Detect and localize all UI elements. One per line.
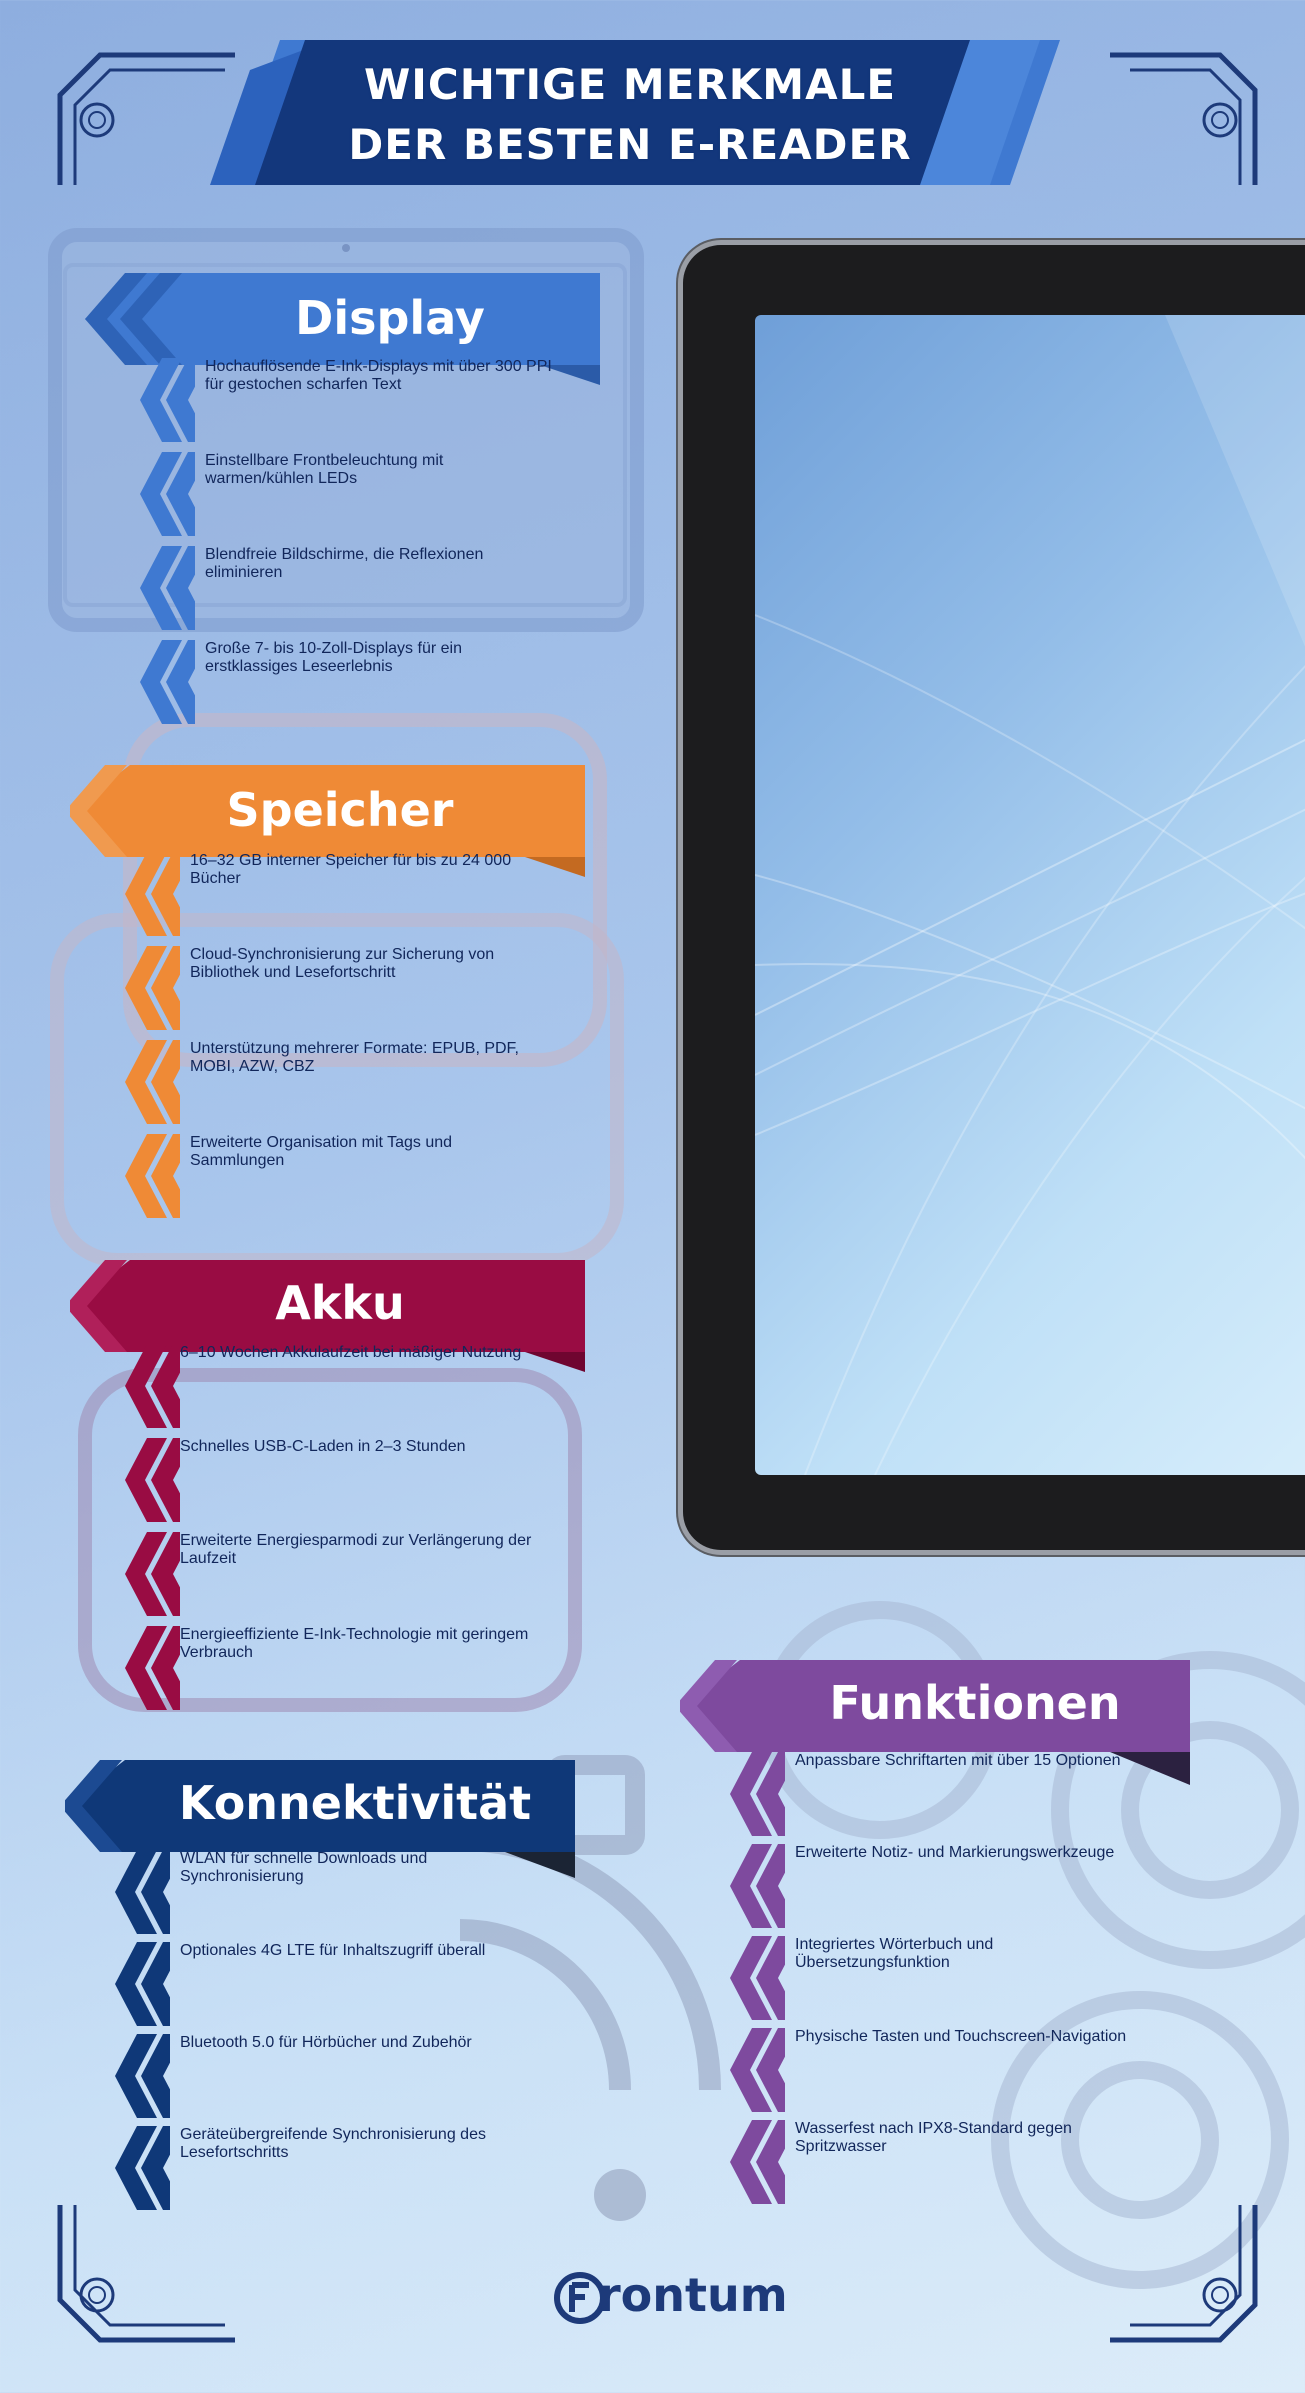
speicher-item-chevron-icon <box>125 946 180 1030</box>
funktionen-feature-item: Anpassbare Schriftarten mit über 15 Optionen <box>795 1752 1121 1769</box>
funktionen-feature-item: Integriertes Wörterbuch und Übersetzungsfunktion <box>795 1936 994 1971</box>
konnektivitaet-item-chevron-icon <box>115 1850 170 1934</box>
speicher-feature-item: 16–32 GB interner Speicher für bis zu 24 000 Bücher <box>190 852 512 887</box>
funktionen-header <box>760 1668 1190 1758</box>
display-item-chevron-icon <box>140 640 195 724</box>
speicher-item-chevron-icon <box>125 852 180 936</box>
konnektivitaet-item-chevron-icon <box>115 2126 170 2210</box>
funktionen-item-chevron-icon <box>730 1844 785 1928</box>
akku-feature-item: Erweiterte Energiesparmodi zur Verlängerung der Laufzeit <box>180 1532 532 1567</box>
funktionen-feature-item: Wasserfest nach IPX8-Standard gegen Spritzwasser <box>795 2120 1072 2155</box>
funktionen-item-chevron-icon <box>730 1936 785 2020</box>
akku-item-chevron-icon <box>125 1344 180 1428</box>
funktionen-item-chevron-icon <box>730 2028 785 2112</box>
display-title: Display <box>295 291 485 345</box>
funktionen-title: Funktionen <box>829 1676 1121 1730</box>
display-feature-item: Hochauflösende E-Ink-Displays mit über 300 PPI für gestochen scharfen Text <box>205 358 552 393</box>
display-feature-item: Große 7- bis 10-Zoll-Displays für ein erstklassiges Leseerlebnis <box>205 640 462 675</box>
akku-title: Akku <box>275 1276 405 1330</box>
akku-feature-item: Schnelles USB-C-Laden in 2–3 Stunden <box>180 1438 466 1455</box>
funktionen-feature-item: Erweiterte Notiz- und Markierungswerkzeuge <box>795 1844 1115 1861</box>
funktionen-feature-item: Physische Tasten und Touchscreen-Navigation <box>795 2028 1127 2045</box>
akku-feature-item: Energieeffiziente E-Ink-Technologie mit geringem Verbrauch <box>180 1626 529 1661</box>
display-item-chevron-icon <box>140 546 195 630</box>
display-feature-item: Blendfreie Bildschirme, die Reflexionen eliminieren <box>205 546 484 581</box>
speicher-item-chevron-icon <box>125 1134 180 1218</box>
konnektivitaet-feature-item: Geräteübergreifende Synchronisierung des Lesefortschritts <box>180 2126 486 2161</box>
konnektivitaet-feature-item: WLAN für schnelle Downloads und Synchronisierung <box>180 1850 428 1885</box>
speicher-title: Speicher <box>226 783 454 837</box>
konnektivitaet-title: Konnektivität <box>178 1776 532 1830</box>
circuit-corner-top-right-icon <box>1110 35 1260 185</box>
akku-item-chevron-icon <box>125 1438 180 1522</box>
akku-feature-item: 6–10 Wochen Akkulaufzeit bei mäßiger Nutzung <box>180 1344 522 1361</box>
akku-item-chevron-icon <box>125 1532 180 1616</box>
page-title <box>300 55 960 175</box>
funktionen-item-chevron-icon <box>730 2120 785 2204</box>
circuit-corner-bottom-left-icon <box>55 2205 245 2355</box>
konnektivitaet-feature-item: Optionales 4G LTE für Inhaltszugriff überall <box>180 1942 486 1959</box>
tablet-screen-light-streaks <box>755 315 1305 1475</box>
display-feature-item: Einstellbare Frontbeleuchtung mit warmen/kühlen LEDs <box>205 452 444 487</box>
display-item-chevron-icon <box>140 452 195 536</box>
page-title-line-1: WICHTIGE MERKMALE <box>363 60 897 109</box>
konnektivitaet-item-chevron-icon <box>115 2034 170 2118</box>
speicher-feature-item: Cloud-Synchronisierung zur Sicherung von Bibliothek und Lesefortschritt <box>190 946 495 981</box>
page-title-line-2: DER BESTEN E-READER <box>348 120 912 169</box>
konnektivitaet-header <box>140 1768 570 1858</box>
funktionen-item-chevron-icon <box>730 1752 785 1836</box>
konnektivitaet-feature-item: Bluetooth 5.0 für Hörbücher und Zubehör <box>180 2034 472 2051</box>
speicher-feature-item: Unterstützung mehrerer Formate: EPUB, PDF, MOBI, AZW, CBZ <box>190 1040 519 1075</box>
akku-item-chevron-icon <box>125 1626 180 1710</box>
speicher-feature-item: Erweiterte Organisation mit Tags und Sammlungen <box>190 1134 453 1169</box>
konnektivitaet-item-chevron-icon <box>115 1942 170 2026</box>
display-item-chevron-icon <box>140 358 195 442</box>
brand-logo-text: rontum <box>598 2268 788 2322</box>
tablet-screen <box>755 315 1305 1475</box>
speicher-item-chevron-icon <box>125 1040 180 1124</box>
circuit-corner-bottom-right-icon <box>1110 2205 1260 2355</box>
